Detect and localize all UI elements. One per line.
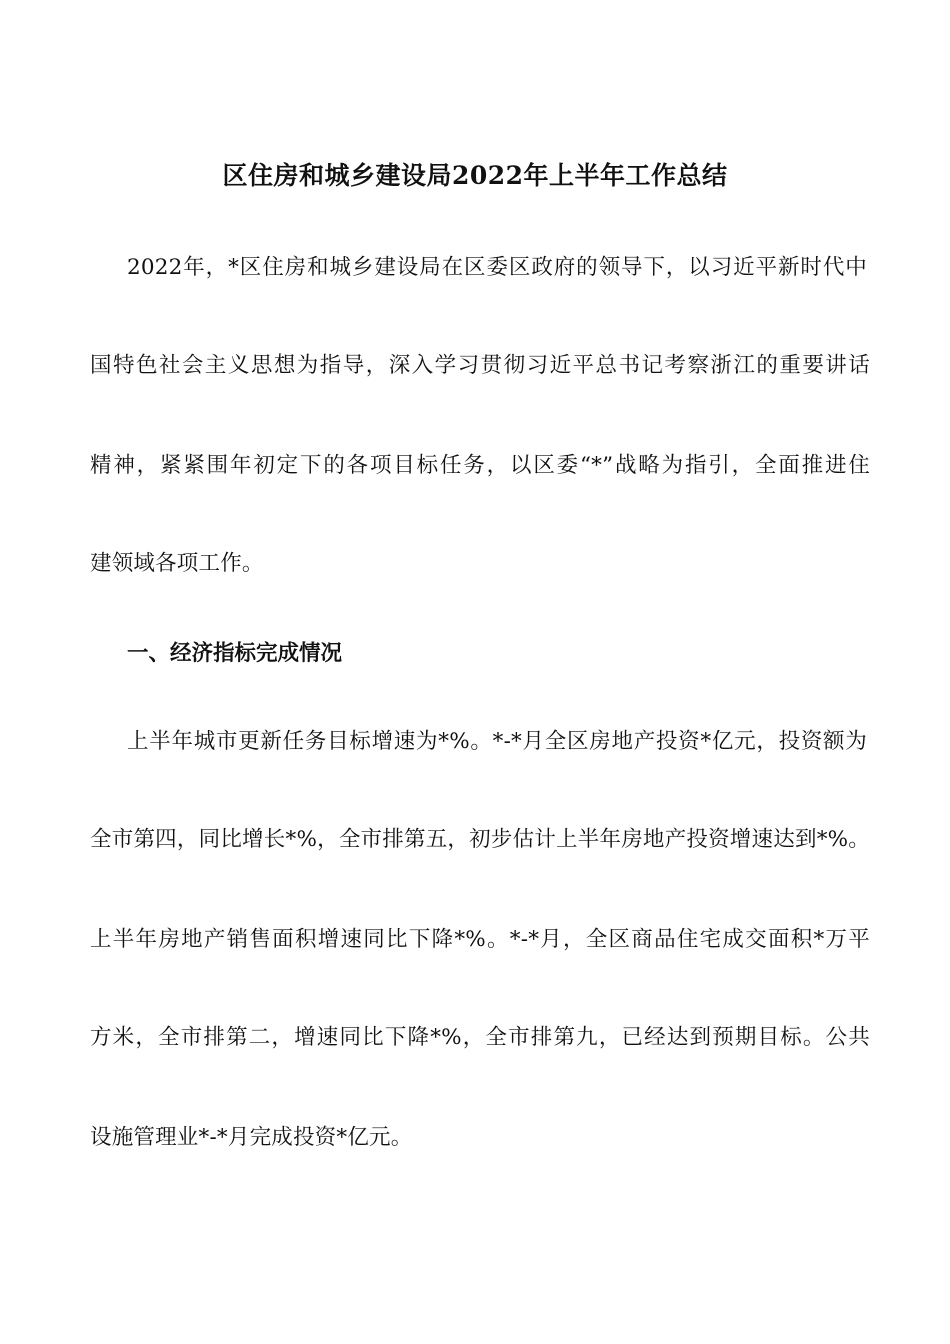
paragraph1-line-4: 建领域各项工作。 [90,551,264,576]
section1-heading: 一、经济指标完成情况 [127,641,343,666]
section1-line-3: 上半年房地产销售面积增速同比下降*%。*-*月，全区商品住宅成交面积*万平 [90,927,870,952]
document-title: 区住房和城乡建设局2022年上半年工作总结 [222,161,728,190]
paragraph1-line-3: 精神，紧紧围年初定下的各项目标任务，以区委“*”战略为指引，全面推进住 [90,453,870,478]
section1-line-1: 上半年城市更新任务目标增速为*%。*-*月全区房地产投资*亿元，投资额为 [127,729,867,754]
paragraph1-line-2: 国特色社会主义思想为指导，深入学习贯彻习近平总书记考察浙江的重要讲话 [90,353,870,378]
section1-line-2: 全市第四，同比增长*%，全市排第五，初步估计上半年房地产投资增速达到*%。 [90,827,870,852]
section1-line-5: 设施管理业*-*月完成投资*亿元。 [90,1125,413,1150]
section1-line-4: 方米，全市排第二，增速同比下降*%，全市排第九，已经达到预期目标。公共 [90,1025,870,1050]
paragraph1-line-1: 2022年，*区住房和城乡建设局在区委区政府的领导下，以习近平新时代中 [127,255,867,280]
